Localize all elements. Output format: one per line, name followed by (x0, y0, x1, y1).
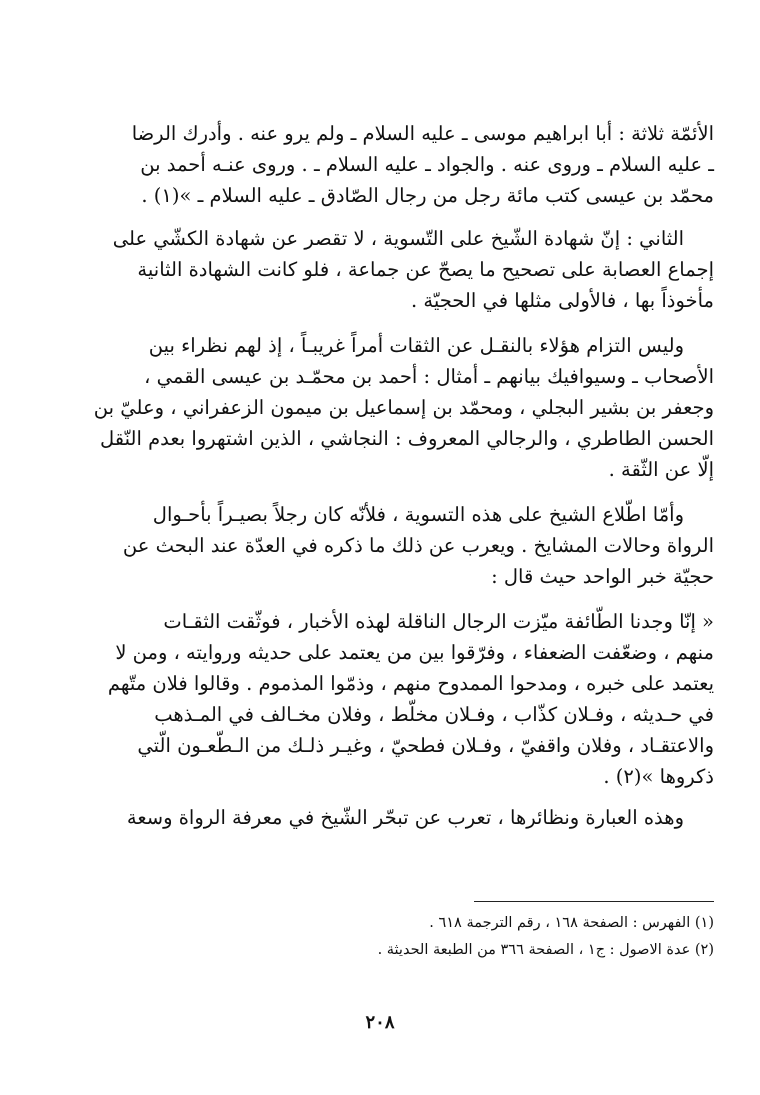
text-line: الثاني : إنّ شهادة الشّيخ على التّسوية ، لا تقصر عن شهادة الكشّي على (112, 227, 684, 250)
footnote-2: (٢) عدة الاصول : ج١ ، الصفحة ٣٦٦ من الطبعة الحديثة . (377, 942, 714, 958)
text-line: الحسن الطاطري ، والرجالي المعروف : النجاشي ، الذين اشتهروا بعدم النّقل (100, 427, 714, 450)
text-line: الرواة وحالات المشايخ . ويعرب عن ذلك ما ذكره في العدّة عند البحث عن (122, 534, 714, 557)
text-line: « إنّا وجدنا الطّائفة ميّزت الرجال الناقلة لهذه الأخبار ، فوثّقت الثقـات (163, 610, 714, 633)
page-body (93, 118, 714, 833)
text-line: والاعتقـاد ، وفلان واقفيّ ، وفـلان فطحيّ ، وغيـر ذلـك من الـطّعـون الّتي (137, 734, 714, 757)
text-line: الأصحاب ـ وسيوافيك بيانهم ـ أمثال : أحمد بن محمّـد بن عيسى القمي ، (144, 365, 714, 388)
text-line: ـ عليه السلام ـ وروى عنه . والجواد ـ عليه السلام ـ . وروى عنـه أحمد بن (140, 153, 714, 176)
text-line: إجماع العصابة على تصحيح ما يصحّ عن جماعة ، فلو كانت الشهادة الثانية (137, 258, 714, 281)
paragraph-3 (93, 330, 714, 485)
paragraph-6 (108, 802, 714, 833)
text-line: وهذه العبارة ونظائرها ، تعرب عن تبحّر الشّيخ في معرفة الرواة وسعة (126, 806, 684, 829)
text-line: الأئمّة ثلاثة : أبا ابراهيم موسى ـ عليه السلام ـ ولم يرو عنه . وأدرك الرضا (131, 122, 714, 145)
text-line: مأخوذاً بها ، فالأولى مثلها في الحجيّة . (410, 289, 714, 312)
paragraph-4 (108, 499, 714, 592)
text-line: يعتمد على خبره ، ومدحوا الممدوح منهم ، وذمّوا المذموم . وقالوا فلان متّهم (107, 672, 714, 695)
text-line: إلّا عن الثّقة . (608, 458, 714, 481)
text-line: محمّد بن عيسى كتب مائة رجل من رجال الصّادق ـ عليه السلام ـ »(١) . (141, 184, 714, 207)
text-line: وجعفر بن بشير البجلي ، ومحمّد بن إسماعيل بن ميمون الزعفراني ، وعليّ بن (93, 396, 714, 419)
text-line: حجيّة خبر الواحد حيث قال : (491, 565, 714, 588)
page-number: ٢٠٨ (365, 1012, 395, 1033)
footnote-divider (474, 901, 714, 902)
text-line: وليس التزام هؤلاء بالنقـل عن الثقات أمراً غريبـاً ، إذ لهم نظراء بين (148, 334, 684, 357)
text-line: ذكروها »(٢) . (603, 765, 714, 788)
footnotes (108, 910, 714, 964)
footnote-1: (١) الفهرس : الصفحة ١٦٨ ، رقم الترجمة ٦١٨ . (429, 915, 714, 931)
text-line: وأمّا اطّلاع الشيخ على هذه التسوية ، فلأنّه كان رجلاً بصيـراً بأحـوال (152, 503, 684, 526)
paragraph-2 (108, 223, 714, 316)
paragraph-1 (108, 118, 714, 211)
text-line: في حـديثه ، وفـلان كذّاب ، وفـلان مخلّط ، وفلان مخـالف في المـذهب (154, 703, 714, 726)
paragraph-5-quote (108, 606, 714, 792)
text-line: منهم ، وضعّفت الضعفاء ، وفرّقوا بين من يعتمد على حديثه وروايته ، ومن لا (115, 641, 714, 664)
